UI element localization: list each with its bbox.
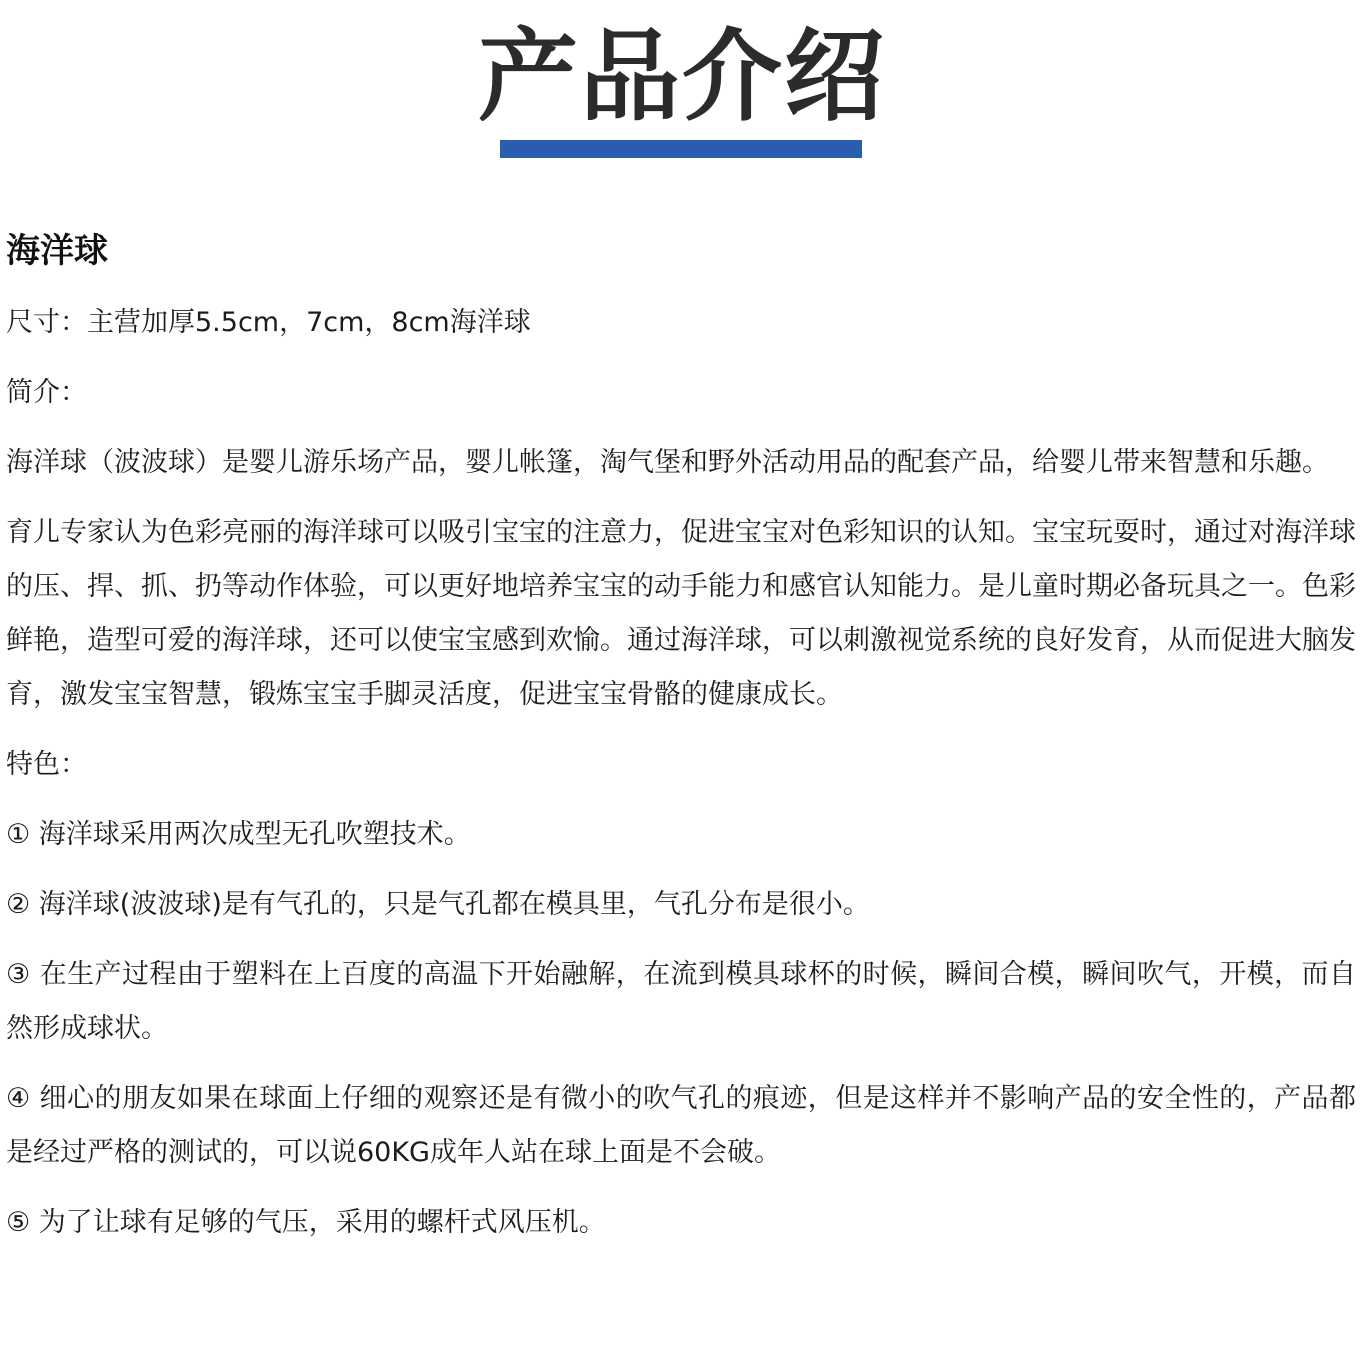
feature-item: ④ 细心的朋友如果在球面上仔细的观察还是有微小的吹气孔的痕迹，但是这样并不影响产品的安全性的，产品都是经过严格的测试的，可以说60KG成年人站在球上面是不会破。 [6, 1083, 1356, 1168]
feature-item: ② 海洋球(波波球)是有气孔的，只是气孔都在模具里，气孔分布是很小。 [6, 889, 870, 920]
intro-label: 简介： [6, 377, 87, 408]
feature-item: ③ 在生产过程由于塑料在上百度的高温下开始融解，在流到模具球杯的时候，瞬间合模，瞬间吹气，开模，而自然形成球状。 [6, 959, 1356, 1044]
banner-title: 产品介绍 [478, 18, 886, 135]
feature-item: ⑤ 为了让球有足够的气压，采用的螺杆式风压机。 [6, 1207, 606, 1238]
features-label: 特色： [6, 749, 87, 780]
size-line: 尺寸：主营加厚5.5cm，7cm，8cm海洋球 [6, 307, 531, 338]
feature-item: ① 海洋球采用两次成型无孔吹塑技术。 [6, 819, 471, 850]
header-banner [0, 0, 1364, 170]
product-name: 海洋球 [6, 231, 108, 271]
product-description [6, 222, 1356, 1250]
banner-underline [500, 140, 862, 158]
intro-paragraph: 海洋球（波波球）是婴儿游乐场产品，婴儿帐篷，淘气堡和野外活动用品的配套产品，给婴儿带来智慧和乐趣。 [6, 447, 1329, 478]
intro-paragraph: 育儿专家认为色彩亮丽的海洋球可以吸引宝宝的注意力，促进宝宝对色彩知识的认知。宝宝玩耍时，通过对海洋球的压、捍、抓、扔等动作体验，可以更好地培养宝宝的动手能力和感官认知能力。是儿童时期必备玩具之一。色彩鲜艳，造型可爱的海洋球，还可以使宝宝感到欢愉。通过海洋球，可以刺激视觉系统的良好发育，从而促进大脑发育，激发宝宝智慧，锻炼宝宝手脚灵活度，促进宝宝骨骼的健康成长。 [6, 517, 1356, 710]
